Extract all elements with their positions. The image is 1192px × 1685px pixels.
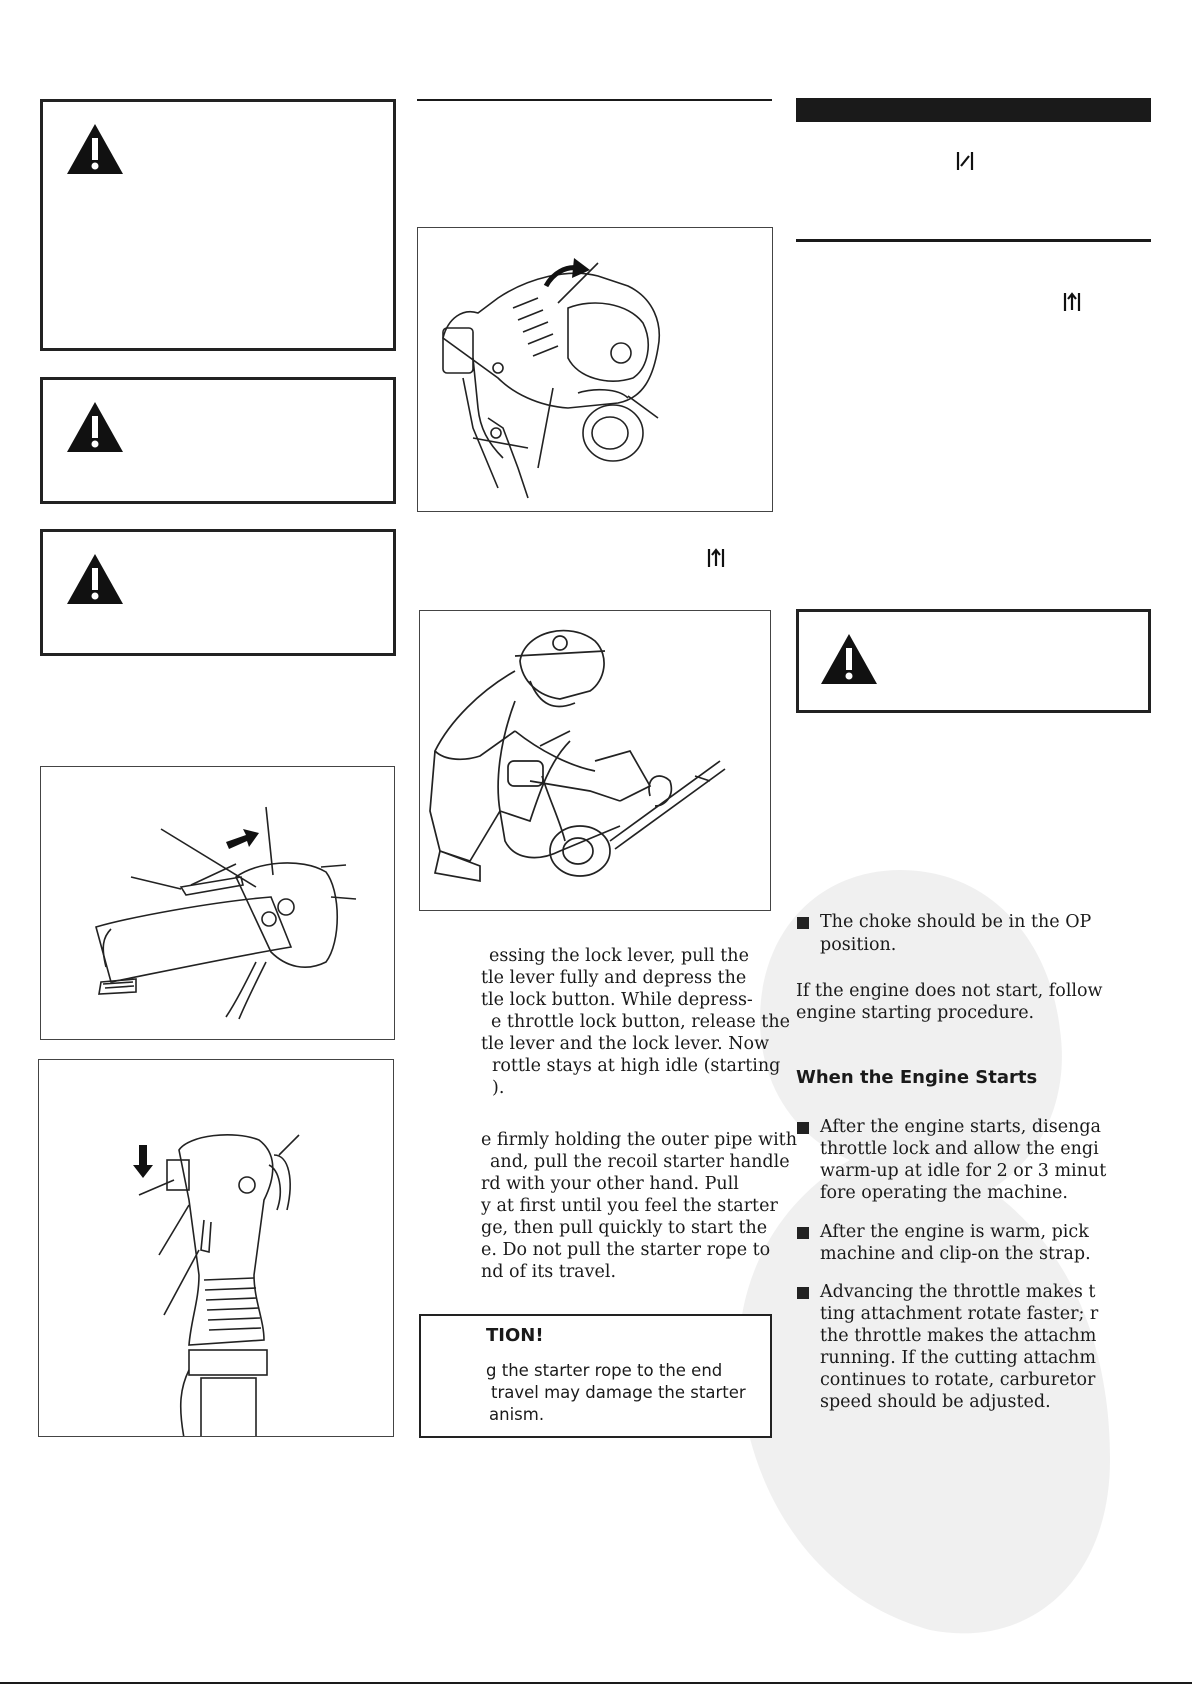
caution-line: g the starter rope to the end	[486, 1361, 723, 1380]
bullet-text-line: running. If the cutting attachm	[820, 1348, 1096, 1368]
bullet-marker	[797, 1122, 809, 1134]
bullet-text-line: ting attachment rotate faster; r	[820, 1304, 1099, 1324]
caution-line: travel may damage the starter	[491, 1383, 746, 1402]
section-rule	[417, 99, 772, 101]
page-bottom-rule	[0, 1682, 1192, 1684]
figure-lock-lever	[40, 766, 395, 1040]
step-text-line: ge, then pull quickly to start the	[481, 1218, 768, 1238]
figure-throttle-handle	[38, 1059, 394, 1437]
step-text-line: e. Do not pull the starter rope to	[481, 1240, 771, 1260]
warning-box-3	[40, 529, 396, 656]
throttle-handle-illustration	[39, 1060, 394, 1437]
step-text-line: ).	[492, 1078, 505, 1098]
step-text-line: rd with your other hand. Pull	[481, 1174, 739, 1194]
step-text-line: tle lever and the lock lever. Now	[481, 1034, 770, 1054]
section-heading: When the Engine Starts	[796, 1067, 1038, 1088]
step-text-line: essing the lock lever, pull the	[489, 946, 749, 966]
start-idle-symbol-icon	[1061, 291, 1083, 313]
figure-engine-choke	[417, 227, 773, 512]
bullet-marker	[797, 917, 809, 929]
bullet-text-line: After the engine is warm, pick	[820, 1222, 1089, 1242]
choke-closed-symbol-icon	[955, 150, 975, 172]
bullet-text-line: speed should be adjusted.	[820, 1392, 1051, 1412]
warning-box-1	[40, 99, 396, 351]
bullet-text-line: Advancing the throttle makes t	[820, 1282, 1096, 1302]
caution-line: anism.	[489, 1405, 545, 1424]
section-header-bar	[796, 98, 1151, 122]
warning-triangle-icon	[65, 400, 125, 454]
bullet-text-line: The choke should be in the OP	[820, 912, 1092, 932]
bullet-text-line: position.	[820, 935, 897, 955]
warning-triangle-icon	[819, 632, 879, 686]
bullet-text-line: continues to rotate, carburetor	[820, 1370, 1096, 1390]
bullet-text-line: warm-up at idle for 2 or 3 minut	[820, 1161, 1107, 1181]
step-text-line: e throttle lock button, release the	[491, 1012, 790, 1032]
start-idle-symbol-icon	[705, 547, 727, 569]
engine-illustration	[418, 228, 773, 512]
paragraph-line: engine starting procedure.	[796, 1003, 1035, 1023]
paragraph-line: If the engine does not start, follow	[796, 981, 1103, 1001]
step-text-line: y at first until you feel the starter	[481, 1196, 778, 1216]
step-text-line: tle lever fully and depress the	[481, 968, 747, 988]
figure-pull-starter	[419, 610, 771, 911]
step-text-line: nd of its travel.	[481, 1262, 617, 1282]
bullet-marker	[797, 1227, 809, 1239]
section-rule	[796, 239, 1151, 242]
warning-box-4	[796, 609, 1151, 713]
step-text-line: rottle stays at high idle (starting	[492, 1056, 781, 1076]
bullet-text-line: fore operating the machine.	[820, 1183, 1068, 1203]
bullet-text-line: throttle lock and allow the engi	[820, 1139, 1099, 1159]
bullet-text-line: After the engine starts, disenga	[820, 1117, 1101, 1137]
caution-box	[419, 1314, 772, 1438]
bullet-text-line: machine and clip-on the strap.	[820, 1244, 1091, 1264]
operator-illustration	[420, 611, 771, 911]
bullet-text-line: the throttle makes the attachm	[820, 1326, 1097, 1346]
warning-triangle-icon	[65, 552, 125, 606]
step-text-line: tle lock button. While depress-	[481, 990, 753, 1010]
warning-box-2	[40, 377, 396, 504]
caution-title: TION!	[486, 1325, 544, 1346]
lock-lever-illustration	[41, 767, 395, 1040]
warning-triangle-icon	[65, 122, 125, 176]
bullet-marker	[797, 1287, 809, 1299]
step-text-line: e firmly holding the outer pipe with	[481, 1130, 797, 1150]
step-text-line: and, pull the recoil starter handle	[490, 1152, 790, 1172]
